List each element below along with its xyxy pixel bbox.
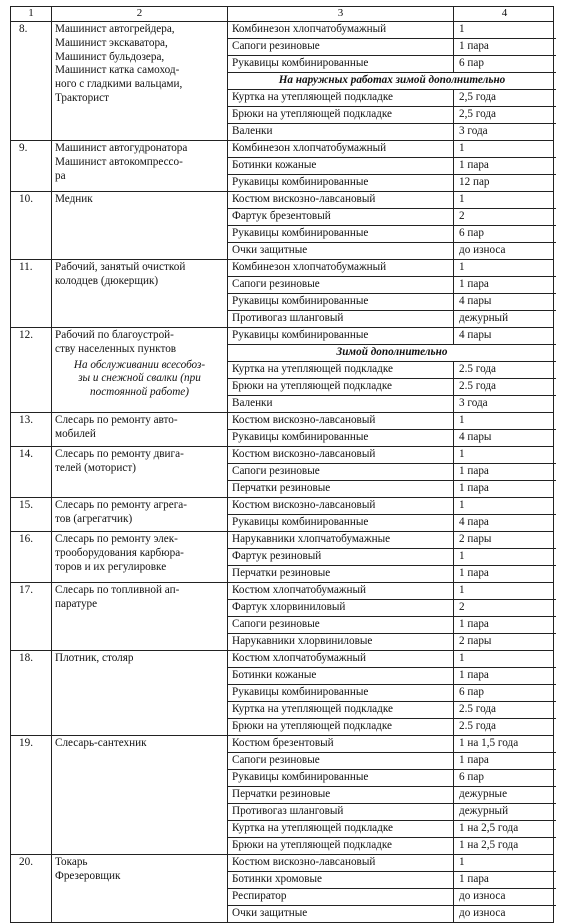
item-name: Рукавицы комбинированные [228, 56, 454, 72]
row-number: 12. [19, 329, 33, 341]
table-row [10, 498, 554, 532]
item-name: Куртка на утепляющей подкладке [228, 90, 454, 106]
table-row [10, 260, 554, 328]
table-row [10, 651, 554, 736]
item-name: Костюм вискозно-лавсановый [228, 413, 454, 429]
item-quantity: 1 пара [459, 465, 489, 477]
item-quantity: дежурные [459, 788, 508, 800]
item-name: Рукавицы комбинированные [228, 430, 454, 446]
item-quantity: 2,5 года [459, 91, 497, 103]
item-name: Сапоги резиновые [228, 277, 454, 293]
item-quantity: 2 [459, 210, 465, 222]
ppe-norms-table [10, 6, 554, 923]
occupation-line: ству населенных пунктов [55, 342, 177, 355]
item-line [228, 736, 556, 753]
occupation-line: трооборудования карбюра- [55, 546, 184, 559]
item-line [228, 226, 556, 243]
item-line [228, 651, 556, 668]
item-quantity: 1 пара [459, 567, 489, 579]
item-name: Костюм хлопчатобумажный [228, 651, 454, 667]
item-line [228, 804, 556, 821]
occupation-line: Слесарь по ремонту агрега- [55, 499, 187, 511]
occupation-line: колодцев (дюкерщик) [55, 274, 159, 287]
item-line [228, 702, 556, 719]
item-name: Сапоги резиновые [228, 617, 454, 633]
occupation-line: Плотник, столяр [55, 652, 134, 664]
item-quantity: дежурный [459, 805, 509, 817]
items-cell [227, 855, 556, 922]
row-number: 16. [19, 533, 33, 545]
item-quantity: 2.5 года [459, 380, 497, 392]
table-row [10, 855, 554, 923]
occupation-line: телей (моторист) [55, 461, 136, 474]
occupation-cell [51, 141, 227, 191]
occupation-line: Машинист катка самоход- [55, 64, 180, 77]
item-name: Куртка на утепляющей подкладке [228, 362, 454, 378]
item-quantity: 3 года [459, 397, 488, 409]
item-quantity: 1 пара [459, 618, 489, 630]
item-quantity: 1 на 1,5 года [459, 737, 519, 749]
occupation-line: мобилей [55, 427, 96, 440]
occupation-line: Слесарь по топливной ап- [55, 584, 180, 596]
item-name: Очки защитные [228, 243, 454, 259]
item-line [228, 413, 556, 430]
item-quantity: 6 пар [459, 227, 484, 239]
item-name: Нарукавники хлорвиниловые [228, 634, 454, 650]
item-quantity: 6 пар [459, 57, 484, 69]
items-cell [227, 192, 556, 259]
item-line [228, 753, 556, 770]
item-quantity: 12 пар [459, 176, 490, 188]
item-name: Ботинки кожаные [228, 158, 454, 174]
occupation-cell [51, 855, 227, 922]
item-name: Ботинки хромовые [228, 872, 454, 888]
item-name: Сапоги резиновые [228, 753, 454, 769]
occupation-line: ра [55, 169, 66, 182]
item-quantity: 1 [459, 448, 465, 460]
item-quantity: 1 пара [459, 278, 489, 290]
row-number: 19. [19, 737, 33, 749]
row-number: 13. [19, 414, 33, 426]
occupation-cell [51, 328, 227, 412]
item-quantity: 1 [459, 23, 465, 35]
occupation-note-line: На обслуживании всесобоз- [73, 358, 206, 371]
table-row [10, 413, 554, 447]
items-cell [227, 532, 556, 582]
item-line [228, 141, 556, 158]
item-name: Сапоги резиновые [228, 464, 454, 480]
item-line [228, 22, 556, 39]
occupation-cell [51, 447, 227, 497]
item-quantity: 2 пары [459, 635, 492, 647]
item-line [228, 39, 556, 56]
item-line [228, 379, 556, 396]
item-line [228, 617, 556, 634]
item-quantity: 3 года [459, 125, 488, 137]
item-quantity: 1 пара [459, 873, 489, 885]
item-quantity: 6 пар [459, 686, 484, 698]
item-line [228, 515, 556, 531]
item-name: Нарукавники хлопчатобумажные [228, 532, 454, 548]
item-name: Сапоги резиновые [228, 39, 454, 55]
item-quantity: 6 пар [459, 771, 484, 783]
item-name: Респиратор [228, 889, 454, 905]
item-name: Комбинезон хлопчатобумажный [228, 141, 454, 157]
column-header-1: 1 [28, 7, 34, 19]
item-line [228, 90, 556, 107]
item-quantity: 1 [459, 142, 465, 154]
row-number: 14. [19, 448, 33, 460]
occupation-cell [51, 498, 227, 531]
occupation-cell [51, 413, 227, 446]
items-cell [227, 22, 556, 140]
item-name: Рукавицы комбинированные [228, 294, 454, 310]
item-name: Рукавицы комбинированные [228, 685, 454, 701]
occupation-line: Слесарь по ремонту двига- [55, 448, 184, 460]
column-header-3: 3 [227, 7, 453, 21]
table-row [10, 736, 554, 855]
occupation-line: Машинист экскаватора, [55, 36, 168, 49]
item-line [228, 498, 556, 515]
item-name: Брюки на утепляющей подкладке [228, 719, 454, 735]
item-line [228, 906, 556, 922]
subheading: Зимой дополнительно [228, 345, 556, 362]
item-line [228, 719, 556, 735]
item-name: Ботинки кожаные [228, 668, 454, 684]
item-name: Костюм вискозно-лавсановый [228, 498, 454, 514]
row-number: 18. [19, 652, 33, 664]
occupation-cell [51, 260, 227, 327]
occupation-line: Рабочий, занятый очисткой [55, 261, 186, 273]
item-quantity: 1 пара [459, 754, 489, 766]
item-name: Валенки [228, 396, 454, 412]
items-cell [227, 260, 556, 327]
occupation-cell [51, 651, 227, 735]
item-line [228, 549, 556, 566]
items-cell [227, 447, 556, 497]
item-quantity: 2 пары [459, 533, 492, 545]
occupation-cell [51, 532, 227, 582]
item-line [228, 583, 556, 600]
table-row [10, 22, 554, 141]
item-line [228, 209, 556, 226]
item-name: Рукавицы комбинированные [228, 770, 454, 786]
items-cell [227, 141, 556, 191]
item-quantity: 1 пара [459, 669, 489, 681]
item-line [228, 260, 556, 277]
item-quantity: дежурный [459, 312, 509, 324]
item-name: Рукавицы комбинированные [228, 226, 454, 242]
row-number: 9. [19, 142, 28, 154]
occupation-cell [51, 192, 227, 259]
item-line [228, 787, 556, 804]
item-line [228, 600, 556, 617]
item-quantity: 1 пара [459, 159, 489, 171]
item-name: Перчатки резиновые [228, 566, 454, 582]
occupation-line: Тракторист [55, 91, 110, 104]
item-name: Рукавицы комбинированные [228, 175, 454, 191]
row-number: 20. [19, 856, 33, 868]
item-line [228, 243, 556, 259]
item-line [228, 889, 556, 906]
item-quantity: 1 [459, 652, 465, 664]
row-number: 15. [19, 499, 33, 511]
item-name: Валенки [228, 124, 454, 140]
items-cell [227, 736, 556, 854]
item-name: Брюки на утепляющей подкладке [228, 379, 454, 395]
table-row [10, 447, 554, 498]
item-line [228, 158, 556, 175]
table-row [10, 583, 554, 651]
item-name: Противогаз шланговый [228, 311, 454, 327]
item-line [228, 855, 556, 872]
row-number: 10. [19, 193, 33, 205]
item-line [228, 464, 556, 481]
item-line [228, 362, 556, 379]
table-row [10, 141, 554, 192]
row-number: 8. [19, 23, 28, 35]
item-name: Комбинезон хлопчатобумажный [228, 22, 454, 38]
item-quantity: 1 [459, 550, 465, 562]
item-name: Фартук хлорвиниловый [228, 600, 454, 616]
table-body [10, 22, 554, 923]
item-quantity: 1 [459, 193, 465, 205]
item-name: Противогаз шланговый [228, 804, 454, 820]
occupation-line: паратуре [55, 597, 98, 610]
column-header-2: 2 [51, 7, 227, 21]
item-name: Брюки на утепляющей подкладке [228, 107, 454, 123]
occupation-line: Рабочий по благоустрой- [55, 329, 174, 341]
item-quantity: 2.5 года [459, 720, 497, 732]
occupation-line: Слесарь-сантехник [55, 737, 147, 749]
item-line [228, 294, 556, 311]
item-quantity: 1 пара [459, 40, 489, 52]
occupation-note-line: постоянной работе) [90, 385, 189, 398]
item-quantity: 1 пара [459, 482, 489, 494]
item-line [228, 124, 556, 140]
item-quantity: 1 [459, 499, 465, 511]
item-quantity: 2.5 года [459, 363, 497, 375]
item-name: Перчатки резиновые [228, 787, 454, 803]
item-name: Костюм хлопчатобумажный [228, 583, 454, 599]
item-line [228, 447, 556, 464]
table-header [10, 6, 554, 22]
occupation-line: Слесарь по ремонту авто- [55, 414, 178, 426]
item-quantity: 1 [459, 414, 465, 426]
item-line [228, 481, 556, 497]
item-quantity: 1 на 2,5 года [459, 839, 519, 851]
item-quantity: 4 пары [459, 431, 492, 443]
item-quantity: до износа [459, 244, 506, 256]
item-quantity: 4 пары [459, 329, 492, 341]
item-line [228, 277, 556, 294]
item-quantity: до износа [459, 907, 506, 919]
item-line [228, 192, 556, 209]
item-name: Фартук резиновый [228, 549, 454, 565]
table-row [10, 532, 554, 583]
item-name: Костюм вискозно-лавсановый [228, 192, 454, 208]
item-name: Перчатки резиновые [228, 481, 454, 497]
table-row [10, 328, 554, 413]
occupation-cell [51, 736, 227, 854]
item-quantity: 2.5 года [459, 703, 497, 715]
item-quantity: 1 [459, 584, 465, 596]
item-quantity: 4 пара [459, 516, 489, 528]
item-name: Костюм брезентовый [228, 736, 454, 752]
item-quantity: 2,5 года [459, 108, 497, 120]
item-line [228, 430, 556, 446]
item-line [228, 668, 556, 685]
occupation-line: Медник [55, 193, 93, 205]
items-cell [227, 413, 556, 446]
occupation-line: ного с гладкими вальцами, [55, 78, 183, 91]
item-name: Костюм вискозно-лавсановый [228, 447, 454, 463]
item-line [228, 634, 556, 650]
items-cell [227, 328, 556, 412]
occupation-line: Машинист автогрейдера, [55, 23, 175, 35]
item-name: Фартук брезентовый [228, 209, 454, 225]
item-quantity: 1 на 2,5 года [459, 822, 519, 834]
item-line [228, 107, 556, 124]
item-name: Куртка на утепляющей подкладке [228, 702, 454, 718]
item-name: Костюм вискозно-лавсановый [228, 855, 454, 871]
item-line [228, 532, 556, 549]
item-line [228, 821, 556, 838]
occupation-line: Машинист автокомпрессо- [55, 155, 183, 168]
occupation-line: Фрезеровщик [55, 869, 121, 882]
occupation-line: тов (агрегатчик) [55, 512, 133, 525]
item-line [228, 328, 556, 345]
item-quantity: 2 [459, 601, 465, 613]
item-line [228, 311, 556, 327]
item-name: Комбинезон хлопчатобумажный [228, 260, 454, 276]
occupation-note-line: зы и снежной свалки (при [78, 372, 201, 385]
items-cell [227, 498, 556, 531]
occupation-cell [51, 22, 227, 140]
row-number: 11. [19, 261, 33, 273]
table-row [10, 192, 554, 260]
item-name: Брюки на утепляющей подкладке [228, 838, 454, 854]
item-line [228, 838, 556, 854]
occupation-line: Слесарь по ремонту элек- [55, 533, 178, 545]
item-line [228, 396, 556, 412]
item-name: Рукавицы комбинированные [228, 515, 454, 531]
item-line [228, 56, 556, 73]
item-quantity: 1 [459, 856, 465, 868]
occupation-line: торов и их регулировке [55, 560, 167, 573]
item-name: Очки защитные [228, 906, 454, 922]
item-line [228, 770, 556, 787]
occupation-cell [51, 583, 227, 650]
subheading: На наружных работах зимой дополнительно [228, 73, 556, 90]
items-cell [227, 651, 556, 735]
items-cell [227, 583, 556, 650]
item-quantity: 1 [459, 261, 465, 273]
item-line [228, 872, 556, 889]
item-line [228, 566, 556, 582]
occupation-line: Токарь [55, 856, 88, 868]
item-line [228, 175, 556, 191]
item-quantity: 4 пары [459, 295, 492, 307]
occupation-line: Машинист автогудронатора [55, 142, 188, 154]
occupation-line: Машинист бульдозера, [55, 50, 165, 63]
item-name: Рукавицы комбинированные [228, 328, 454, 344]
column-header-4: 4 [453, 7, 555, 21]
row-number: 17. [19, 584, 33, 596]
item-line [228, 685, 556, 702]
item-quantity: до износа [459, 890, 506, 902]
item-name: Куртка на утепляющей подкладке [228, 821, 454, 837]
